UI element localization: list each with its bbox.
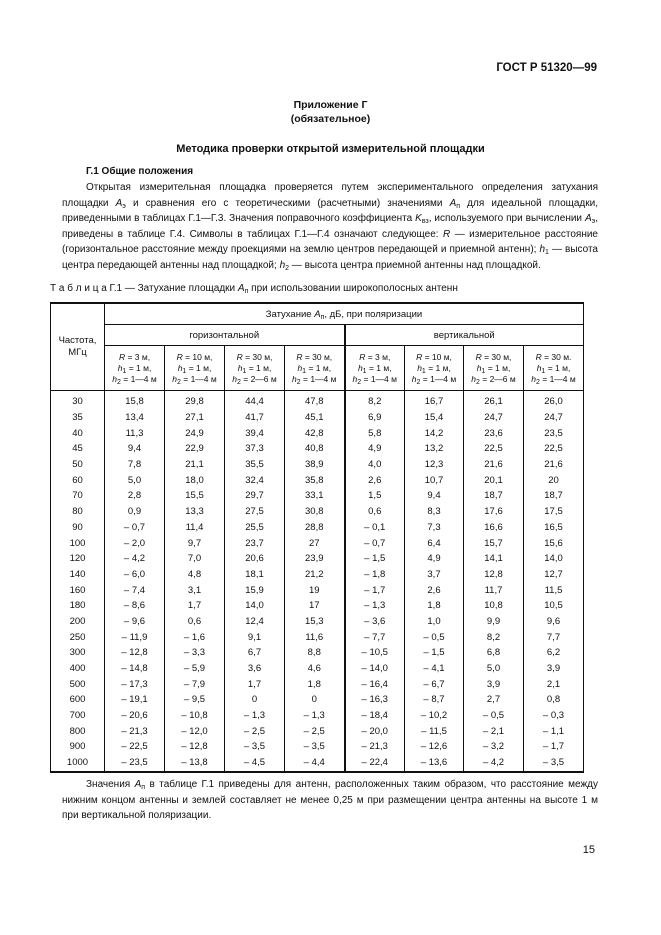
frequency-cell: 140: [51, 567, 105, 583]
attenuation-cell: 4,9: [345, 441, 405, 457]
attenuation-cell: 4,8: [165, 567, 225, 583]
attenuation-cell: 15,6: [524, 535, 584, 551]
text-segment: h: [539, 244, 546, 256]
frequency-cell: 600: [51, 692, 105, 708]
frequency-cell: 900: [51, 739, 105, 755]
attenuation-cell: – 2,5: [225, 723, 285, 739]
frequency-cell: 90: [51, 520, 105, 536]
attenuation-cell: 41,7: [225, 410, 285, 426]
attenuation-cell: – 0,7: [105, 520, 165, 536]
attenuation-cell: – 0,1: [345, 520, 405, 536]
text-segment: K: [415, 213, 422, 225]
text-segment: , дБ, при поляризации: [324, 308, 423, 320]
attenuation-cell: 7,7: [524, 629, 584, 645]
attenuation-cell: 20: [524, 472, 584, 488]
attenuation-cell: – 21,3: [105, 723, 165, 739]
attenuation-cell: – 14,8: [105, 661, 165, 677]
attenuation-cell: – 4,1: [405, 661, 464, 677]
attenuation-cell: – 9,6: [105, 614, 165, 630]
horizontal-polarization-header: горизонтальной: [105, 325, 345, 346]
attenuation-cell: 9,7: [165, 535, 225, 551]
attenuation-cell: 16,5: [524, 520, 584, 536]
text-segment: э: [122, 202, 126, 210]
frequency-cell: 45: [51, 441, 105, 457]
attenuation-cell: 38,9: [285, 457, 345, 473]
attenuation-cell: – 18,4: [345, 708, 405, 724]
text-segment: A: [134, 779, 142, 790]
attenuation-cell: 10,5: [524, 598, 584, 614]
attenuation-cell: – 7,4: [105, 582, 165, 598]
table-row: [51, 504, 584, 520]
attenuation-cell: – 1,3: [225, 708, 285, 724]
attenuation-cell: 47,8: [285, 391, 345, 410]
attenuation-cell: 0,8: [524, 692, 584, 708]
table-row: [51, 676, 584, 692]
attenuation-cell: – 6,7: [405, 676, 464, 692]
table-row: [51, 391, 584, 410]
attenuation-cell: 1,7: [225, 676, 285, 692]
attenuation-cell: – 3,3: [165, 645, 225, 661]
text-segment: A: [584, 213, 592, 225]
attenuation-cell: 9,9: [464, 614, 524, 630]
attenuation-cell: 12,7: [524, 567, 584, 583]
attenuation-cell: – 2,5: [285, 723, 345, 739]
table-row: [51, 472, 584, 488]
attenuation-cell: – 3,5: [225, 739, 285, 755]
table-caption: [50, 283, 458, 294]
condition-header: R = 30 м, $h_1 = 1$ м, $h_2$ = 1—4 м: [285, 346, 345, 391]
attenuation-cell: 8,2: [345, 391, 405, 410]
attenuation-cell: 2,1: [524, 676, 584, 692]
attenuation-cell: 7,3: [405, 520, 464, 536]
attenuation-cell: 13,4: [105, 410, 165, 426]
attenuation-cell: 23,7: [225, 535, 285, 551]
attenuation-cell: – 0,5: [464, 708, 524, 724]
attenuation-cell: – 14,0: [345, 661, 405, 677]
frequency-cell: 70: [51, 488, 105, 504]
attenuation-cell: 23,9: [285, 551, 345, 567]
attenuation-cell: – 1,3: [285, 708, 345, 724]
attenuation-cell: – 11,5: [405, 723, 464, 739]
frequency-cell: 50: [51, 457, 105, 473]
attenuation-cell: 30,8: [285, 504, 345, 520]
attenuation-cell: 13,2: [405, 441, 464, 457]
attenuation-cell: – 4,2: [105, 551, 165, 567]
attenuation-cell: 27,5: [225, 504, 285, 520]
attenuation-cell: – 1,5: [345, 551, 405, 567]
attenuation-cell: 23,6: [464, 425, 524, 441]
frequency-cell: 500: [51, 676, 105, 692]
attenuation-cell: 12,3: [405, 457, 464, 473]
attenuation-cell: 6,7: [225, 645, 285, 661]
attenuation-cell: 26,0: [524, 391, 584, 410]
text-segment: — высота центра приемной антенны над площадкой.: [289, 259, 541, 271]
text-segment: э: [591, 218, 596, 226]
attenuation-cell: 2,6: [405, 582, 464, 598]
attenuation-cell: 22,9: [165, 441, 225, 457]
attenuation-cell: 16,7: [405, 391, 464, 410]
attenuation-cell: 44,4: [225, 391, 285, 410]
attenuation-cell: 15,9: [225, 582, 285, 598]
attenuation-cell: 9,4: [405, 488, 464, 504]
attenuation-cell: – 3,6: [345, 614, 405, 630]
attenuation-cell: 29,7: [225, 488, 285, 504]
attenuation-header: [105, 303, 584, 325]
attenuation-cell: – 7,9: [165, 676, 225, 692]
attenuation-cell: – 0,7: [345, 535, 405, 551]
vertical-polarization-header: вертикальной: [345, 325, 584, 346]
attenuation-cell: – 10,2: [405, 708, 464, 724]
attenuation-cell: – 8,7: [405, 692, 464, 708]
attenuation-cell: 21,6: [464, 457, 524, 473]
attenuation-cell: – 0,5: [405, 629, 464, 645]
attenuation-cell: – 4,5: [225, 755, 285, 772]
attenuation-cell: 17: [285, 598, 345, 614]
attenuation-cell: 25,5: [225, 520, 285, 536]
text-segment: п: [141, 784, 146, 791]
text-segment: Затухание: [265, 308, 315, 320]
frequency-cell: 300: [51, 645, 105, 661]
attenuation-cell: 4,9: [405, 551, 464, 567]
frequency-cell: 60: [51, 472, 105, 488]
attenuation-cell: 2,7: [464, 692, 524, 708]
frequency-cell: 160: [51, 582, 105, 598]
table-row: [51, 598, 584, 614]
condition-header: R = 3 м, $h_1 = 1$ м, $h_2$ = 1—4 м: [345, 346, 405, 391]
table-row: [51, 425, 584, 441]
attenuation-cell: 10,8: [464, 598, 524, 614]
table-row: [51, 755, 584, 772]
text-segment: h: [279, 259, 286, 271]
attenuation-cell: 0: [225, 692, 285, 708]
condition-header: R = 10 м, $h_1 = 1$ м, $h_2$ = 1—4 м: [165, 346, 225, 391]
text-segment: , используемого при вычислении: [428, 213, 585, 225]
text-segment: A: [449, 197, 457, 209]
table-row: [51, 488, 584, 504]
attenuation-cell: 14,0: [225, 598, 285, 614]
attenuation-cell: 6,4: [405, 535, 464, 551]
attenuation-cell: 15,5: [165, 488, 225, 504]
text-segment: п: [320, 313, 325, 321]
attenuation-cell: – 0,3: [524, 708, 584, 724]
attenuation-cell: 12,8: [464, 567, 524, 583]
text-segment: A: [237, 283, 245, 294]
attenuation-cell: 24,7: [524, 410, 584, 426]
attenuation-cell: 22,5: [524, 441, 584, 457]
condition-header: R = 30 м, $h_1 = 1$ м, $h_2$ = 2—6 м: [464, 346, 524, 391]
attenuation-cell: 16,6: [464, 520, 524, 536]
page-number: 15: [582, 844, 595, 856]
attenuation-cell: – 9,5: [165, 692, 225, 708]
attenuation-cell: – 11,9: [105, 629, 165, 645]
text-segment: 1: [545, 249, 549, 257]
attenuation-cell: – 22,5: [105, 739, 165, 755]
attenuation-cell: 39,4: [225, 425, 285, 441]
attenuation-cell: 1,7: [165, 598, 225, 614]
attenuation-cell: 11,4: [165, 520, 225, 536]
text-segment: и сравнения его с теоретическими (расчетными) значениями: [125, 197, 450, 209]
text-segment: , приведены в таблице Г.4. Символы в таблицах Г.1—Г.4 означают следующее:: [62, 213, 598, 240]
attenuation-cell: 18,7: [464, 488, 524, 504]
text-segment: — высота центра передающей антенны над площадкой;: [62, 244, 598, 271]
attenuation-cell: 37,3: [225, 441, 285, 457]
attenuation-cell: 35,5: [225, 457, 285, 473]
table-row: [51, 567, 584, 583]
attenuation-cell: 33,1: [285, 488, 345, 504]
table-row: [51, 708, 584, 724]
attenuation-cell: 14,1: [464, 551, 524, 567]
attenuation-cell: 9,6: [524, 614, 584, 630]
attenuation-cell: 32,4: [225, 472, 285, 488]
frequency-cell: 1000: [51, 755, 105, 772]
frequency-cell: 100: [51, 535, 105, 551]
attenuation-cell: 9,4: [105, 441, 165, 457]
attenuation-cell: 0: [285, 692, 345, 708]
attenuation-cell: – 1,1: [524, 723, 584, 739]
frequency-cell: 120: [51, 551, 105, 567]
condition-header: R = 3 м, $h_1 = 1$ м, $h_2$ = 1—4 м: [105, 346, 165, 391]
attenuation-cell: 5,0: [464, 661, 524, 677]
text-segment: A: [314, 308, 321, 320]
table-row: [51, 535, 584, 551]
attenuation-cell: 28,8: [285, 520, 345, 536]
attenuation-cell: 1,8: [405, 598, 464, 614]
attenuation-cell: 17,5: [524, 504, 584, 520]
attenuation-cell: 5,0: [105, 472, 165, 488]
attenuation-cell: 6,9: [345, 410, 405, 426]
text-segment: Т а б л и ц а Г.1 — Затухание площадки: [50, 283, 238, 294]
attenuation-cell: – 16,4: [345, 676, 405, 692]
attenuation-cell: 20,1: [464, 472, 524, 488]
attenuation-cell: 15,8: [105, 391, 165, 410]
attenuation-cell: 19: [285, 582, 345, 598]
attenuation-cell: – 13,6: [405, 755, 464, 772]
attenuation-cell: 0,6: [165, 614, 225, 630]
attenuation-cell: 13,3: [165, 504, 225, 520]
attenuation-cell: 40,8: [285, 441, 345, 457]
table-note: [62, 777, 598, 824]
attenuation-cell: – 1,8: [345, 567, 405, 583]
table-row: [51, 441, 584, 457]
appendix-title: Приложение Г: [293, 99, 368, 111]
attenuation-cell: 4,6: [285, 661, 345, 677]
attenuation-cell: 21,1: [165, 457, 225, 473]
attenuation-cell: 15,3: [285, 614, 345, 630]
text-segment: для идеальной площадки, приведенными в таблицах Г.1—Г.3. Значения поправочного коэффициента: [62, 197, 598, 225]
attenuation-cell: 24,9: [165, 425, 225, 441]
attenuation-cell: 11,5: [524, 582, 584, 598]
table-row: [51, 645, 584, 661]
table-row: [51, 723, 584, 739]
attenuation-cell: 17,6: [464, 504, 524, 520]
attenuation-cell: 18,0: [165, 472, 225, 488]
text-segment: при использовании широкополосных антенн: [248, 283, 458, 294]
attenuation-cell: 11,6: [285, 629, 345, 645]
table-row: [51, 661, 584, 677]
attenuation-cell: – 16,3: [345, 692, 405, 708]
condition-header: R = 10 м, $h_1 = 1$ м, $h_2$ = 1—4 м: [405, 346, 464, 391]
attenuation-cell: 3,9: [524, 661, 584, 677]
attenuation-cell: 4,0: [345, 457, 405, 473]
attenuation-cell: 8,2: [464, 629, 524, 645]
text-segment: п: [456, 202, 461, 210]
attenuation-cell: – 1,3: [345, 598, 405, 614]
attenuation-cell: – 12,8: [165, 739, 225, 755]
attenuation-cell: 8,3: [405, 504, 464, 520]
attenuation-cell: – 12,8: [105, 645, 165, 661]
table-row: [51, 692, 584, 708]
attenuation-cell: 7,0: [165, 551, 225, 567]
frequency-header: Частота, МГц: [51, 303, 105, 391]
intro-paragraph: [62, 180, 598, 274]
attenuation-cell: 14,2: [405, 425, 464, 441]
attenuation-cell: – 1,7: [524, 739, 584, 755]
attenuation-cell: 1,8: [285, 676, 345, 692]
section-title: Методика проверки открытой измерительной площадки: [176, 143, 485, 155]
attenuation-cell: 27: [285, 535, 345, 551]
attenuation-cell: – 20,6: [105, 708, 165, 724]
attenuation-cell: 23,5: [524, 425, 584, 441]
attenuation-cell: 3,6: [225, 661, 285, 677]
attenuation-cell: – 8,6: [105, 598, 165, 614]
attenuation-cell: 1,0: [405, 614, 464, 630]
table-row: [51, 739, 584, 755]
condition-header: R = 30 м. $h_1 = 1$ м, $h_2$ = 1—4 м: [524, 346, 584, 391]
attenuation-cell: 3,7: [405, 567, 464, 583]
attenuation-cell: 3,1: [165, 582, 225, 598]
attenuation-table: [50, 302, 584, 773]
attenuation-cell: – 22,4: [345, 755, 405, 772]
table-row: [51, 457, 584, 473]
attenuation-cell: – 21,3: [345, 739, 405, 755]
attenuation-cell: 12,4: [225, 614, 285, 630]
table-row: [51, 410, 584, 426]
attenuation-cell: 24,7: [464, 410, 524, 426]
attenuation-cell: 26,1: [464, 391, 524, 410]
attenuation-cell: 15,4: [405, 410, 464, 426]
attenuation-cell: – 7,7: [345, 629, 405, 645]
frequency-cell: 30: [51, 391, 105, 410]
frequency-cell: 400: [51, 661, 105, 677]
attenuation-cell: – 2,1: [464, 723, 524, 739]
attenuation-cell: 45,1: [285, 410, 345, 426]
attenuation-cell: 0,9: [105, 504, 165, 520]
frequency-cell: 700: [51, 708, 105, 724]
attenuation-cell: – 12,6: [405, 739, 464, 755]
attenuation-cell: – 3,5: [524, 755, 584, 772]
attenuation-cell: 18,1: [225, 567, 285, 583]
attenuation-cell: – 3,2: [464, 739, 524, 755]
attenuation-cell: 3,9: [464, 676, 524, 692]
appendix-status: (обязательное): [290, 113, 371, 125]
text-segment: A: [115, 197, 123, 209]
table-row: [51, 614, 584, 630]
attenuation-cell: 29,8: [165, 391, 225, 410]
text-segment: — измерительное расстояние (горизонтальное расстояние между проекциями на землю центров передающей и приемной антенн);: [62, 228, 598, 256]
attenuation-cell: 0,6: [345, 504, 405, 520]
table-row: [51, 520, 584, 536]
attenuation-cell: – 12,0: [165, 723, 225, 739]
frequency-cell: 800: [51, 723, 105, 739]
attenuation-cell: – 5,9: [165, 661, 225, 677]
attenuation-cell: 7,8: [105, 457, 165, 473]
text-segment: Открытая измерительная площадка проверяется путем экспериментального определения затухания площадки: [62, 182, 598, 209]
text-segment: R: [443, 228, 451, 240]
text-segment: в таблице Г.1 приведены для антенн, расположенных таким образом, что расстояние между нижним концом антенны и землей составляет не менее 0,25 м при размещении центра антенны на высоте 1 м при вертикальной поляризации.: [62, 779, 598, 822]
attenuation-cell: 2,8: [105, 488, 165, 504]
attenuation-cell: 20,6: [225, 551, 285, 567]
frequency-cell: 40: [51, 425, 105, 441]
attenuation-cell: – 6,0: [105, 567, 165, 583]
condition-header: R = 30 м, $h_1 = 1$ м, $h_2$ = 2—6 м: [225, 346, 285, 391]
frequency-cell: 180: [51, 598, 105, 614]
attenuation-cell: 27,1: [165, 410, 225, 426]
frequency-cell: 200: [51, 614, 105, 630]
attenuation-cell: – 20,0: [345, 723, 405, 739]
attenuation-cell: 35,8: [285, 472, 345, 488]
attenuation-cell: 9,1: [225, 629, 285, 645]
attenuation-cell: – 23,5: [105, 755, 165, 772]
frequency-cell: 80: [51, 504, 105, 520]
attenuation-cell: – 1,6: [165, 629, 225, 645]
table-row: [51, 629, 584, 645]
attenuation-cell: – 1,7: [345, 582, 405, 598]
table-row: [51, 582, 584, 598]
attenuation-cell: 1,5: [345, 488, 405, 504]
table-row: [51, 551, 584, 567]
attenuation-cell: – 3,5: [285, 739, 345, 755]
attenuation-cell: 6,8: [464, 645, 524, 661]
attenuation-cell: 6,2: [524, 645, 584, 661]
attenuation-cell: – 2,0: [105, 535, 165, 551]
attenuation-cell: – 1,5: [405, 645, 464, 661]
attenuation-cell: 21,6: [524, 457, 584, 473]
attenuation-cell: 11,7: [464, 582, 524, 598]
attenuation-cell: – 17,3: [105, 676, 165, 692]
attenuation-cell: – 10,8: [165, 708, 225, 724]
attenuation-cell: 21,2: [285, 567, 345, 583]
attenuation-cell: 18,7: [524, 488, 584, 504]
attenuation-cell: – 13,8: [165, 755, 225, 772]
attenuation-cell: 8,8: [285, 645, 345, 661]
attenuation-cell: – 4,2: [464, 755, 524, 772]
attenuation-cell: 11,3: [105, 425, 165, 441]
document-code: ГОСТ Р 51320—99: [496, 62, 597, 74]
attenuation-cell: – 19,1: [105, 692, 165, 708]
text-segment: 2: [285, 264, 290, 272]
attenuation-cell: 42,8: [285, 425, 345, 441]
attenuation-cell: 2,6: [345, 472, 405, 488]
attenuation-cell: – 4,4: [285, 755, 345, 772]
attenuation-cell: 14,0: [524, 551, 584, 567]
text-segment: Значения: [86, 779, 135, 790]
subsection-heading: Г.1 Общие положения: [86, 166, 194, 177]
attenuation-cell: 15,7: [464, 535, 524, 551]
frequency-cell: 250: [51, 629, 105, 645]
text-segment: п: [244, 288, 249, 295]
attenuation-cell: – 10,5: [345, 645, 405, 661]
attenuation-cell: 22,5: [464, 441, 524, 457]
text-segment: вз: [421, 218, 429, 226]
frequency-cell: 35: [51, 410, 105, 426]
attenuation-cell: 5,8: [345, 425, 405, 441]
attenuation-cell: 10,7: [405, 472, 464, 488]
